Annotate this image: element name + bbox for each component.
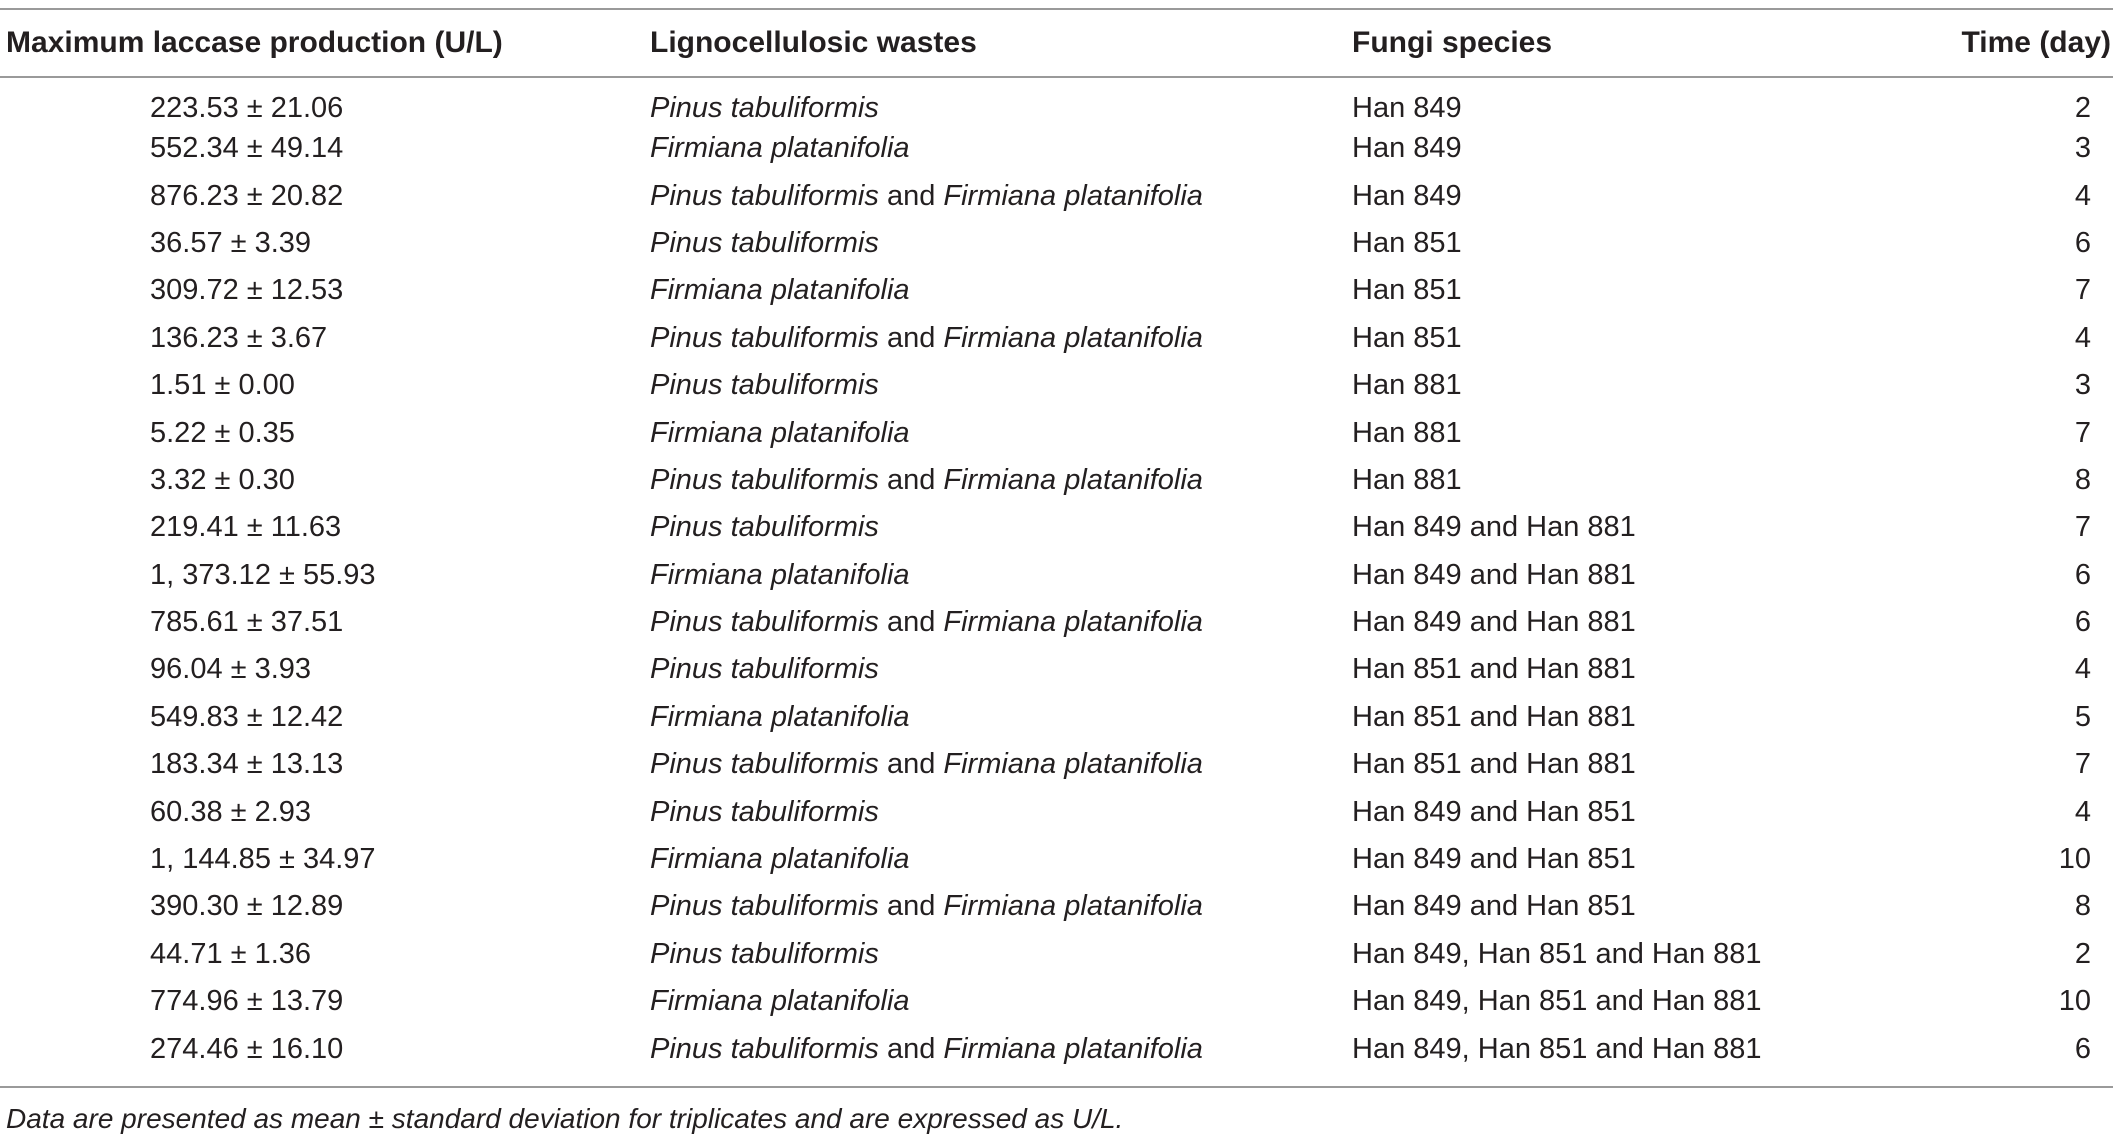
waste-species-name: Firmiana platanifolia <box>650 274 910 307</box>
table-row <box>0 77 2113 125</box>
cell-fungi-species: Han 849 and Han 881 <box>1352 558 1636 591</box>
waste-connector: and <box>886 321 936 354</box>
cell-lignocellulosic-waste <box>644 646 1346 693</box>
waste-species-name: Firmiana platanifolia <box>943 179 1203 212</box>
cell-max-laccase: 390.30 ± 12.89 <box>150 890 344 923</box>
table-row <box>0 741 2113 788</box>
table-row <box>0 172 2113 219</box>
table-row <box>0 978 2113 1025</box>
waste-species-name: Pinus tabuliformis <box>650 226 879 259</box>
laccase-production-table <box>0 8 2113 1088</box>
cell-lignocellulosic-waste <box>644 978 1346 1025</box>
cell-max-laccase: 96.04 ± 3.93 <box>150 653 312 686</box>
waste-species-name: Firmiana platanifolia <box>943 1033 1203 1066</box>
cell-fungi-species: Han 851 <box>1352 274 1462 307</box>
cell-max-laccase: 136.23 ± 3.67 <box>150 321 328 354</box>
cell-time-day: 6 <box>2074 606 2091 639</box>
cell-time-day: 8 <box>2074 890 2091 923</box>
waste-connector: and <box>886 748 936 781</box>
cell-time-day: 3 <box>2074 369 2091 402</box>
cell-max-laccase: 3.32 ± 0.30 <box>150 463 295 496</box>
cell-lignocellulosic-waste <box>644 220 1346 267</box>
cell-fungi-species: Han 851 and Han 881 <box>1352 748 1636 781</box>
cell-fungi-species: Han 881 <box>1352 369 1462 402</box>
table-row <box>0 646 2113 693</box>
table-row <box>0 931 2113 978</box>
cell-lignocellulosic-waste <box>644 409 1346 456</box>
cell-max-laccase: 60.38 ± 2.93 <box>150 795 312 828</box>
cell-max-laccase: 876.23 ± 20.82 <box>150 179 344 212</box>
cell-fungi-species: Han 849 <box>1352 92 1462 124</box>
waste-species-name: Pinus tabuliformis <box>650 369 879 402</box>
cell-fungi-species: Han 849 and Han 851 <box>1352 890 1636 923</box>
cell-time-day: 5 <box>2074 700 2091 733</box>
cell-time-day: 2 <box>2074 937 2091 970</box>
cell-lignocellulosic-waste <box>644 457 1346 504</box>
cell-max-laccase: 785.61 ± 37.51 <box>150 606 344 639</box>
cell-lignocellulosic-waste <box>644 315 1346 362</box>
waste-species-name: Pinus tabuliformis <box>650 92 879 124</box>
cell-fungi-species: Han 851 <box>1352 226 1462 259</box>
header-time-day: Time (day) <box>1961 26 2111 59</box>
table-row <box>0 504 2113 551</box>
cell-time-day: 10 <box>2058 843 2091 876</box>
cell-max-laccase: 552.34 ± 49.14 <box>150 132 344 165</box>
cell-fungi-species: Han 851 and Han 881 <box>1352 700 1636 733</box>
cell-time-day: 4 <box>2074 795 2091 828</box>
waste-species-name: Pinus tabuliformis <box>650 890 879 923</box>
cell-max-laccase: 5.22 ± 0.35 <box>150 416 295 449</box>
cell-fungi-species: Han 849 and Han 851 <box>1352 795 1636 828</box>
cell-lignocellulosic-waste <box>644 931 1346 978</box>
table-footnote: Data are presented as mean ± standard deviation for triplicates and are expressed as U/L. <box>6 1103 1124 1134</box>
table-row <box>0 694 2113 741</box>
laccase-table-container <box>0 8 2113 1088</box>
cell-fungi-species: Han 849, Han 851 and Han 881 <box>1352 1033 1762 1066</box>
cell-lignocellulosic-waste <box>644 172 1346 219</box>
waste-species-name: Pinus tabuliformis <box>650 179 879 212</box>
header-row <box>0 9 2113 77</box>
cell-lignocellulosic-waste <box>644 362 1346 409</box>
table-row <box>0 552 2113 599</box>
cell-fungi-species: Han 849 and Han 881 <box>1352 511 1636 544</box>
waste-species-name: Firmiana platanifolia <box>943 890 1203 923</box>
cell-time-day: 3 <box>2074 132 2091 165</box>
table-row <box>0 457 2113 504</box>
waste-species-name: Firmiana platanifolia <box>650 558 910 591</box>
table-row <box>0 883 2113 930</box>
waste-species-name: Pinus tabuliformis <box>650 795 879 828</box>
table-row <box>0 788 2113 835</box>
cell-max-laccase: 309.72 ± 12.53 <box>150 274 344 307</box>
waste-species-name: Firmiana platanifolia <box>650 416 910 449</box>
waste-species-name: Pinus tabuliformis <box>650 321 879 354</box>
waste-species-name: Firmiana platanifolia <box>650 700 910 733</box>
cell-fungi-species: Han 849 and Han 851 <box>1352 843 1636 876</box>
cell-time-day: 7 <box>2074 416 2091 449</box>
cell-time-day: 4 <box>2074 653 2091 686</box>
cell-time-day: 4 <box>2074 179 2091 212</box>
waste-species-name: Firmiana platanifolia <box>943 606 1203 639</box>
cell-lignocellulosic-waste <box>644 552 1346 599</box>
waste-species-name: Firmiana platanifolia <box>943 463 1203 496</box>
cell-fungi-species: Han 849 and Han 881 <box>1352 606 1636 639</box>
waste-species-name: Firmiana platanifolia <box>650 985 910 1018</box>
table-row <box>0 267 2113 314</box>
waste-species-name: Firmiana platanifolia <box>650 132 910 165</box>
cell-time-day: 7 <box>2074 748 2091 781</box>
table-row <box>0 599 2113 646</box>
cell-lignocellulosic-waste <box>644 883 1346 930</box>
waste-species-name: Pinus tabuliformis <box>650 937 879 970</box>
table-row <box>0 125 2113 172</box>
cell-lignocellulosic-waste <box>644 504 1346 551</box>
cell-max-laccase: 1, 144.85 ± 34.97 <box>150 843 376 876</box>
cell-lignocellulosic-waste <box>644 599 1346 646</box>
table-body <box>0 77 2113 1087</box>
waste-connector: and <box>886 179 936 212</box>
waste-connector: and <box>886 1033 936 1066</box>
cell-fungi-species: Han 849 <box>1352 132 1462 165</box>
cell-fungi-species: Han 849, Han 851 and Han 881 <box>1352 937 1762 970</box>
waste-species-name: Firmiana platanifolia <box>650 843 910 876</box>
cell-max-laccase: 223.53 ± 21.06 <box>150 92 344 124</box>
waste-species-name: Firmiana platanifolia <box>943 321 1203 354</box>
cell-lignocellulosic-waste <box>644 1025 1346 1087</box>
waste-species-name: Pinus tabuliformis <box>650 748 879 781</box>
table-row <box>0 409 2113 456</box>
cell-max-laccase: 36.57 ± 3.39 <box>150 226 312 259</box>
cell-lignocellulosic-waste <box>644 836 1346 883</box>
cell-max-laccase: 44.71 ± 1.36 <box>150 937 312 970</box>
cell-time-day: 10 <box>2058 985 2091 1018</box>
cell-lignocellulosic-waste <box>644 694 1346 741</box>
cell-lignocellulosic-waste <box>644 267 1346 314</box>
waste-species-name: Pinus tabuliformis <box>650 653 879 686</box>
cell-max-laccase: 1.51 ± 0.00 <box>150 369 295 402</box>
cell-fungi-species: Han 851 <box>1352 321 1462 354</box>
cell-time-day: 6 <box>2074 226 2091 259</box>
cell-max-laccase: 549.83 ± 12.42 <box>150 700 344 733</box>
cell-lignocellulosic-waste <box>644 741 1346 788</box>
cell-fungi-species: Han 849 <box>1352 179 1462 212</box>
cell-lignocellulosic-waste <box>644 125 1346 172</box>
waste-connector: and <box>886 463 936 496</box>
cell-fungi-species: Han 849, Han 851 and Han 881 <box>1352 985 1762 1018</box>
cell-time-day: 6 <box>2074 558 2091 591</box>
cell-max-laccase: 219.41 ± 11.63 <box>150 511 342 544</box>
waste-species-name: Pinus tabuliformis <box>650 511 879 544</box>
waste-species-name: Firmiana platanifolia <box>943 748 1203 781</box>
cell-max-laccase: 774.96 ± 13.79 <box>150 985 344 1018</box>
waste-species-name: Pinus tabuliformis <box>650 463 879 496</box>
cell-time-day: 6 <box>2074 1033 2091 1066</box>
cell-max-laccase: 183.34 ± 13.13 <box>150 748 344 781</box>
waste-connector: and <box>886 606 936 639</box>
waste-species-name: Pinus tabuliformis <box>650 1033 879 1066</box>
table-row <box>0 220 2113 267</box>
cell-lignocellulosic-waste <box>644 788 1346 835</box>
table-row <box>0 836 2113 883</box>
cell-fungi-species: Han 881 <box>1352 416 1462 449</box>
cell-time-day: 2 <box>2074 92 2091 124</box>
cell-max-laccase: 1, 373.12 ± 55.93 <box>150 558 376 591</box>
waste-species-name: Pinus tabuliformis <box>650 606 879 639</box>
header-fungi-species: Fungi species <box>1352 26 1553 59</box>
table-row <box>0 1025 2113 1087</box>
table-row <box>0 315 2113 362</box>
waste-connector: and <box>886 890 936 923</box>
cell-fungi-species: Han 881 <box>1352 463 1462 496</box>
table-header <box>0 9 2113 77</box>
header-max-laccase: Maximum laccase production (U/L) <box>6 26 503 59</box>
cell-fungi-species: Han 851 and Han 881 <box>1352 653 1636 686</box>
table-row <box>0 362 2113 409</box>
header-lignocellulosic-wastes: Lignocellulosic wastes <box>650 26 977 59</box>
cell-time-day: 7 <box>2074 274 2091 307</box>
cell-lignocellulosic-waste <box>644 77 1346 125</box>
cell-time-day: 4 <box>2074 321 2091 354</box>
cell-time-day: 7 <box>2074 511 2091 544</box>
cell-max-laccase: 274.46 ± 16.10 <box>150 1033 344 1066</box>
cell-time-day: 8 <box>2074 463 2091 496</box>
